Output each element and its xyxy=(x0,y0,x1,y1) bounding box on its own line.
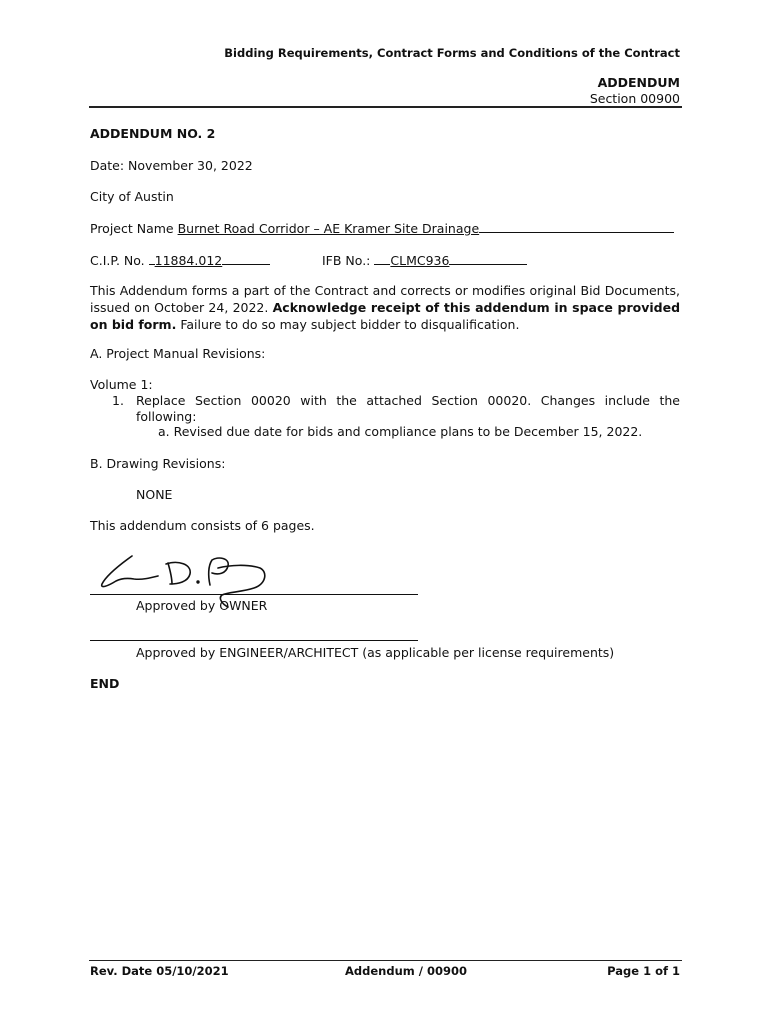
addendum-date: Date: November 30, 2022 xyxy=(90,158,253,173)
footer-document-id: Addendum / 00900 xyxy=(345,964,467,978)
sub-list-item: a. Revised due date for bids and compliance plans to be December 15, 2022. xyxy=(158,424,643,439)
project-name-row xyxy=(90,220,680,236)
footer-rule xyxy=(89,960,682,961)
end-marker: END xyxy=(90,676,120,691)
section-a-heading: A. Project Manual Revisions: xyxy=(90,346,266,361)
engineer-signature-line xyxy=(90,640,418,641)
ifb-row xyxy=(322,252,527,268)
drawing-revisions-value: NONE xyxy=(136,487,173,502)
footer-page-number: Page 1 of 1 xyxy=(607,964,680,978)
ifb-value: CLMC936 xyxy=(390,253,450,268)
section-number: Section 00900 xyxy=(589,91,680,106)
ifb-label: IFB No.: xyxy=(322,253,375,268)
owner-approval-label: Approved by OWNER xyxy=(136,598,268,613)
cip-value: 11884.012 xyxy=(154,253,223,268)
header-rule xyxy=(89,106,682,108)
acknowledge-note: Acknowledge receipt of this addendum in space provided on bid form. xyxy=(90,300,681,332)
document-title: ADDENDUM xyxy=(597,75,680,90)
intro-paragraph: This Addendum forms a part of the Contract and corrects or modifies original Bid Documents, issued on October 24, 2022. Acknowledge receipt of this addendum in space provided on bid form. Failure to do so may subject bidder to disqualification. xyxy=(90,283,681,332)
addendum-number: ADDENDUM NO. 2 xyxy=(90,126,216,141)
project-name-blank xyxy=(479,220,674,233)
list-item xyxy=(112,393,680,425)
volume-heading: Volume 1: xyxy=(90,377,153,392)
city-name: City of Austin xyxy=(90,189,174,204)
running-header: Bidding Requirements, Contract Forms and Conditions of the Contract xyxy=(224,46,680,60)
project-name-value: Burnet Road Corridor – AE Kramer Site Drainage xyxy=(177,221,480,236)
list-item-number: 1. xyxy=(112,393,124,408)
engineer-approval-label: Approved by ENGINEER/ARCHITECT (as applicable per license requirements) xyxy=(136,645,615,660)
page-count-note: This addendum consists of 6 pages. xyxy=(90,518,315,533)
footer-revision-date: Rev. Date 05/10/2021 xyxy=(90,964,229,978)
project-name-label: Project Name xyxy=(90,221,178,236)
list-item-text: Replace Section 00020 with the attached Section 00020. Changes include the following: xyxy=(136,393,680,424)
cip-row xyxy=(90,252,270,268)
cip-label: C.I.P. No. xyxy=(90,253,149,268)
owner-signature-line xyxy=(90,594,418,595)
section-b-heading: B. Drawing Revisions: xyxy=(90,456,226,471)
